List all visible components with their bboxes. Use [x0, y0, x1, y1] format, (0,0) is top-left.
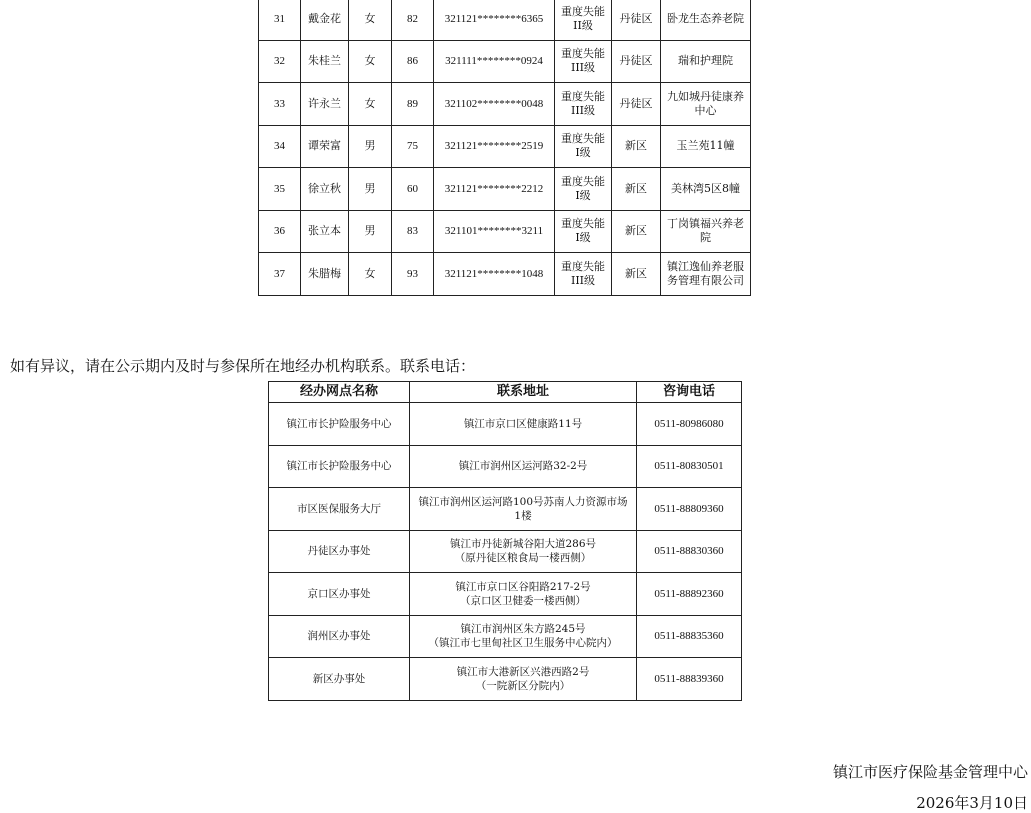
address-line: 镇江市润州区朱方路245号 [460, 623, 586, 636]
disability-level-line: I级 [575, 231, 591, 245]
care-place-line: 卧龙生态养老院 [667, 11, 744, 25]
office-phone-cell: 0511-88839360 [637, 658, 742, 701]
address-line: （原丹徒区粮食局一楼西侧） [454, 552, 592, 565]
disability-level-line: 重度失能 [561, 4, 605, 18]
id-number-cell: 321102********0048 [434, 83, 555, 126]
office-name-cell: 京口区办事处 [269, 573, 410, 616]
row-number-cell: 36 [259, 210, 301, 253]
row-number-cell: 32 [259, 40, 301, 83]
address-line: 1楼 [514, 509, 532, 522]
office-address-cell [410, 530, 637, 573]
office-phone-cell: 0511-80986080 [637, 403, 742, 446]
table-row [269, 445, 742, 488]
table-row [269, 658, 742, 701]
care-place-cell [661, 253, 751, 296]
table-row [259, 210, 751, 253]
row-number-cell: 34 [259, 125, 301, 168]
office-name-cell: 镇江市长护险服务中心 [269, 445, 410, 488]
disability-level-line: 重度失能 [561, 89, 605, 103]
person-age-cell: 60 [392, 168, 434, 211]
address-line: （镇江市七里甸社区卫生服务中心院内） [428, 637, 618, 650]
care-place-cell [661, 0, 751, 40]
address-line: 镇江市润州区运河路100号苏南人力资源市场 [418, 495, 628, 508]
care-place-cell [661, 210, 751, 253]
person-name-cell: 张立本 [301, 210, 349, 253]
column-header-address: 联系地址 [410, 382, 637, 403]
person-name-cell: 谭荣富 [301, 125, 349, 168]
objection-notice: 如有异议，请在公示期内及时与参保所在地经办机构联系。联系电话： [10, 357, 476, 375]
disability-level-line: 重度失能 [561, 47, 605, 61]
care-place-line: 院 [700, 231, 711, 245]
address-line: 镇江市丹徒新城谷阳大道286号 [449, 538, 597, 551]
office-phone-cell: 0511-88835360 [637, 615, 742, 658]
disability-level-cell [555, 0, 612, 40]
office-address-cell [410, 615, 637, 658]
care-place-cell [661, 83, 751, 126]
office-address-cell [410, 488, 637, 531]
office-name-cell: 新区办事处 [269, 658, 410, 701]
district-cell: 丹徒区 [612, 83, 661, 126]
beneficiary-table [258, 0, 751, 296]
id-number-cell: 321121********6365 [434, 0, 555, 40]
person-name-cell: 朱腊梅 [301, 253, 349, 296]
person-sex-cell: 女 [349, 40, 392, 83]
table-row [269, 488, 742, 531]
district-cell: 新区 [612, 210, 661, 253]
care-place-cell [661, 168, 751, 211]
service-office-table [268, 381, 742, 701]
row-number-cell: 37 [259, 253, 301, 296]
care-place-cell [661, 40, 751, 83]
table-row [269, 573, 742, 616]
office-phone-cell: 0511-88830360 [637, 530, 742, 573]
care-place-line: 丁岗镇福兴养老 [667, 217, 744, 231]
column-header-office-name: 经办网点名称 [269, 382, 410, 403]
row-number-cell: 31 [259, 0, 301, 40]
address-line: 镇江市京口区健康路11号 [463, 417, 583, 430]
person-sex-cell: 女 [349, 0, 392, 40]
office-phone-cell: 0511-88809360 [637, 488, 742, 531]
office-name-cell: 市区医保服务大厅 [269, 488, 410, 531]
table-row [269, 530, 742, 573]
person-name-cell: 徐立秋 [301, 168, 349, 211]
person-name-cell: 许永兰 [301, 83, 349, 126]
address-line: （京口区卫健委一楼西侧） [460, 594, 586, 607]
disability-level-line: I级 [575, 188, 591, 202]
district-cell: 新区 [612, 253, 661, 296]
disability-level-line: III级 [570, 61, 596, 75]
table-row [259, 0, 751, 40]
office-address-cell [410, 445, 637, 488]
disability-level-line: III级 [570, 273, 596, 287]
table-row [259, 125, 751, 168]
id-number-cell: 321121********2212 [434, 168, 555, 211]
table-row [269, 615, 742, 658]
care-place-line: 九如城丹徒康养 [667, 89, 744, 103]
disability-level-cell [555, 125, 612, 168]
person-name-cell: 朱桂兰 [301, 40, 349, 83]
table-row [259, 168, 751, 211]
office-name-cell: 镇江市长护险服务中心 [269, 403, 410, 446]
disability-level-cell [555, 83, 612, 126]
office-address-cell [410, 403, 637, 446]
person-age-cell: 83 [392, 210, 434, 253]
district-cell: 新区 [612, 168, 661, 211]
care-place-line: 玉兰苑11幢 [676, 139, 735, 153]
person-age-cell: 86 [392, 40, 434, 83]
issue-date: 2026年3月10日 [916, 794, 1028, 812]
care-place-line: 中心 [694, 103, 717, 117]
table-row [259, 83, 751, 126]
address-line: 镇江市大港新区兴港西路2号 [456, 665, 590, 678]
id-number-cell: 321121********2519 [434, 125, 555, 168]
person-age-cell: 93 [392, 253, 434, 296]
address-line: （一院新区分院内） [475, 679, 571, 692]
id-number-cell: 321121********1048 [434, 253, 555, 296]
person-sex-cell: 男 [349, 210, 392, 253]
disability-level-cell [555, 40, 612, 83]
person-sex-cell: 女 [349, 253, 392, 296]
district-cell: 丹徒区 [612, 0, 661, 40]
district-cell: 丹徒区 [612, 40, 661, 83]
address-line: 镇江市京口区谷阳路217-2号 [455, 580, 591, 593]
disability-level-line: II级 [573, 18, 593, 32]
person-sex-cell: 男 [349, 168, 392, 211]
disability-level-line: 重度失能 [561, 132, 605, 146]
row-number-cell: 33 [259, 83, 301, 126]
disability-level-line: 重度失能 [561, 259, 605, 273]
care-place-line: 美林湾5区8幢 [671, 181, 740, 195]
person-sex-cell: 男 [349, 125, 392, 168]
id-number-cell: 321111********0924 [434, 40, 555, 83]
disability-level-cell [555, 168, 612, 211]
disability-level-cell [555, 210, 612, 253]
care-place-line: 镇江逸仙养老服 [667, 259, 744, 273]
disability-level-cell [555, 253, 612, 296]
disability-level-line: III级 [570, 103, 596, 117]
office-address-cell [410, 658, 637, 701]
office-address-cell [410, 573, 637, 616]
district-cell: 新区 [612, 125, 661, 168]
office-name-cell: 润州区办事处 [269, 615, 410, 658]
id-number-cell: 321101********3211 [434, 210, 555, 253]
disability-level-line: 重度失能 [561, 174, 605, 188]
disability-level-line: 重度失能 [561, 217, 605, 231]
table-row [259, 253, 751, 296]
column-header-phone: 咨询电话 [637, 382, 742, 403]
table-row [269, 403, 742, 446]
person-age-cell: 82 [392, 0, 434, 40]
office-table-header-row [269, 382, 742, 403]
issuer-signature: 镇江市医疗保险基金管理中心 [832, 763, 1028, 781]
care-place-line: 务管理有限公司 [667, 273, 744, 287]
person-sex-cell: 女 [349, 83, 392, 126]
table-row [259, 40, 751, 83]
office-name-cell: 丹徒区办事处 [269, 530, 410, 573]
row-number-cell: 35 [259, 168, 301, 211]
disability-level-line: I级 [575, 146, 591, 160]
address-line: 镇江市润州区运河路32-2号 [458, 460, 588, 473]
office-phone-cell: 0511-88892360 [637, 573, 742, 616]
person-name-cell: 戴金花 [301, 0, 349, 40]
care-place-cell [661, 125, 751, 168]
person-age-cell: 89 [392, 83, 434, 126]
care-place-line: 瑞和护理院 [678, 54, 733, 68]
person-age-cell: 75 [392, 125, 434, 168]
office-phone-cell: 0511-80830501 [637, 445, 742, 488]
